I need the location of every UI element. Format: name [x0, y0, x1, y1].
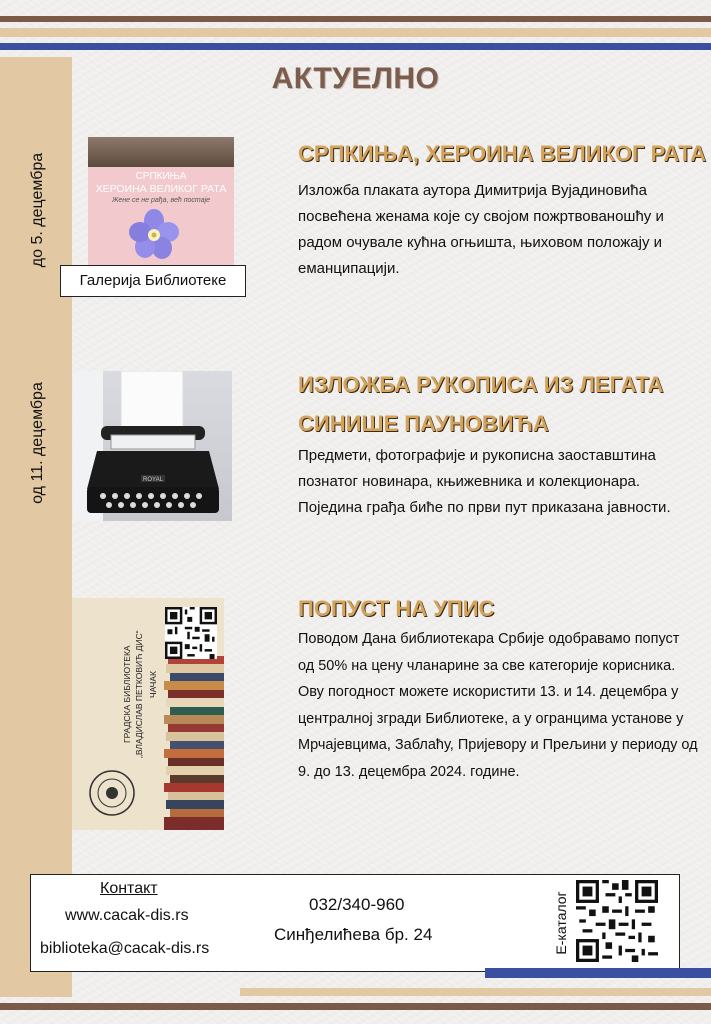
bottom-stripe-brown	[0, 1003, 711, 1010]
event-3-qr-code-icon[interactable]	[165, 607, 217, 659]
poster-caption-3: Жене се не рађа, већ постаје	[111, 197, 211, 204]
event-2-description: Предмети, фотографије и рукописна заоставштина познатог новинара, књижевника и колекционара. Поједина грађа биће по први пут приказана јавности.	[298, 447, 671, 516]
library-name-line-2: „ВЛАДИСЛАВ ПЕТКОВИЋ ДИС“	[134, 630, 144, 758]
top-stripe-blue	[0, 43, 711, 50]
event-2-title	[298, 368, 663, 440]
event-2-date: од 11. децембра	[29, 382, 46, 504]
event-3-title: ПОПУСТ НА УПИС	[298, 596, 495, 621]
poster-caption-1: СРПКИЊА	[135, 171, 187, 182]
event-1-title: СРПКИЊА, ХЕРОИНА ВЕЛИКОГ РАТА	[298, 141, 707, 166]
ecatalog-qr-code-icon[interactable]	[576, 880, 658, 962]
library-name-line-1: ГРАДСКА БИБЛИОТЕКА	[122, 645, 132, 743]
event-1-poster-image	[88, 137, 234, 268]
ecatalog-label: Е-каталог	[553, 891, 569, 955]
contact-address: Синђелићева бр. 24	[274, 925, 433, 944]
event-1-description: Изложба плаката аутора Димитрија Вујадиновића посвећена женама које су својом пожртвованошћу и радом очувале кућна огњишта, њиховом положају и еманципацији.	[298, 182, 664, 277]
contact-email-link[interactable]: biblioteka@cacak-dis.rs	[40, 940, 210, 957]
bottom-stripe-tan	[240, 988, 711, 996]
contact-title: Контакт	[100, 880, 158, 897]
forget-me-not-icon	[88, 137, 234, 268]
typewriter-label: ROYAL	[143, 477, 163, 483]
top-stripe-brown	[0, 16, 711, 22]
poster-caption-2: ХЕРОИНА ВЕЛИКОГ РАТА	[95, 183, 227, 195]
event-1-date: до 5. децембра	[29, 152, 46, 268]
event-2-title-line-2: СИНИШЕ ПАУНОВИЋА	[298, 411, 549, 436]
typewriter-icon	[73, 371, 232, 521]
bottom-stripe-blue	[485, 968, 711, 978]
contact-phone[interactable]: 032/340-960	[309, 895, 405, 914]
top-stripe-tan	[0, 28, 711, 37]
contact-website-link[interactable]: www.cacak-dis.rs	[65, 907, 189, 924]
library-name-line-3: ЧАЧАК	[148, 671, 158, 698]
page-title: АКТУЕЛНО	[271, 62, 440, 95]
event-2-typewriter-image	[73, 371, 232, 521]
event-2-title-line-1: ИЗЛОЖБА РУКОПИСА ИЗ ЛЕГАТА	[298, 372, 664, 397]
event-3-description: Поводом Дана библиотекара Србије одобравамо попуст од 50% на цену чланарине за све категорије корисника. Ову погодност можете искористити 13. и 14. децембра у централној згради Библиотеке, а у огранцима установе у Мрчајевцима, Заблаћу, Пријевору и Прељини у периоду од 9. до 13. децембра 2024. године.	[298, 631, 698, 780]
event-1-location: Галерија Библиотеке	[60, 265, 246, 297]
